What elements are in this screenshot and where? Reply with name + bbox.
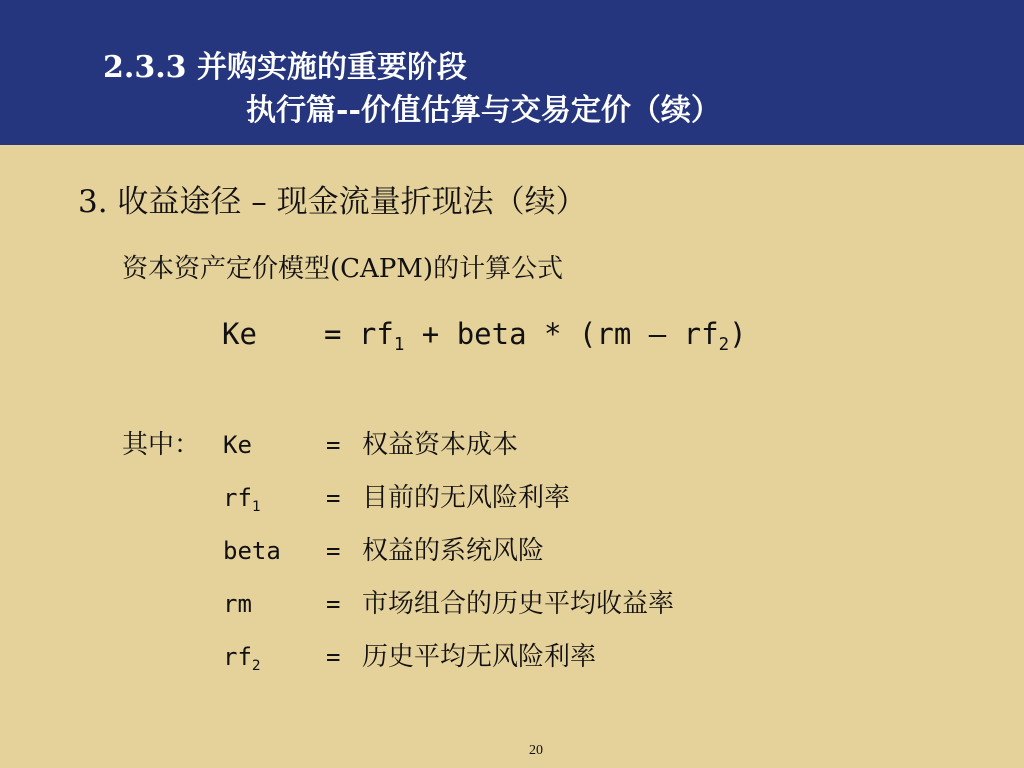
symbol-text: Ke xyxy=(223,431,252,459)
section-heading: 3. 收益途径 – 现金流量折现法（续） xyxy=(78,184,587,220)
definition-symbol xyxy=(223,478,261,527)
slide-title-line2: 执行篇--价值估算与交易定价（续） xyxy=(246,93,721,128)
definition-symbol xyxy=(223,531,281,580)
definition-symbol xyxy=(223,584,252,633)
definition-symbol xyxy=(223,425,252,474)
definition-equals: = xyxy=(326,643,341,671)
definition-meaning: 历史平均无风险利率 xyxy=(362,642,597,672)
definition-equals: = xyxy=(326,484,341,512)
symbol-text: beta xyxy=(223,537,281,565)
capm-intro-text: 资本资产定价模型(CAPM)的计算公式 xyxy=(122,254,564,284)
formula-rhs-part1: = rf xyxy=(324,317,394,351)
symbol-text: rf xyxy=(223,484,252,512)
definition-equals: = xyxy=(326,431,341,459)
formula-rhs-part2: + beta * (rm – rf xyxy=(404,317,719,351)
symbol-text: rf xyxy=(223,643,252,671)
definition-meaning: 权益资本成本 xyxy=(362,430,519,460)
symbol-subscript: 1 xyxy=(251,499,261,516)
definition-equals: = xyxy=(326,590,341,618)
symbol-subscript: 2 xyxy=(251,658,261,675)
definition-meaning: 市场组合的历史平均收益率 xyxy=(362,589,675,619)
formula-rhs-part3: ) xyxy=(729,317,747,351)
capm-formula xyxy=(222,314,747,365)
slide-header xyxy=(0,0,1024,145)
formula-subscript-2: 2 xyxy=(718,335,730,356)
formula-subscript-1: 1 xyxy=(393,335,405,356)
slide-title-line1: 2.3.3 并购实施的重要阶段 xyxy=(103,50,467,85)
definition-symbol xyxy=(223,637,261,686)
definition-meaning: 权益的系统风险 xyxy=(362,536,545,566)
definition-equals: = xyxy=(326,537,341,565)
symbol-text: rm xyxy=(223,590,252,618)
page-number: 20 xyxy=(529,743,543,758)
definitions-prefix: 其中： xyxy=(122,430,201,460)
definition-meaning: 目前的无风险利率 xyxy=(362,483,571,513)
formula-lhs: Ke xyxy=(222,317,257,351)
